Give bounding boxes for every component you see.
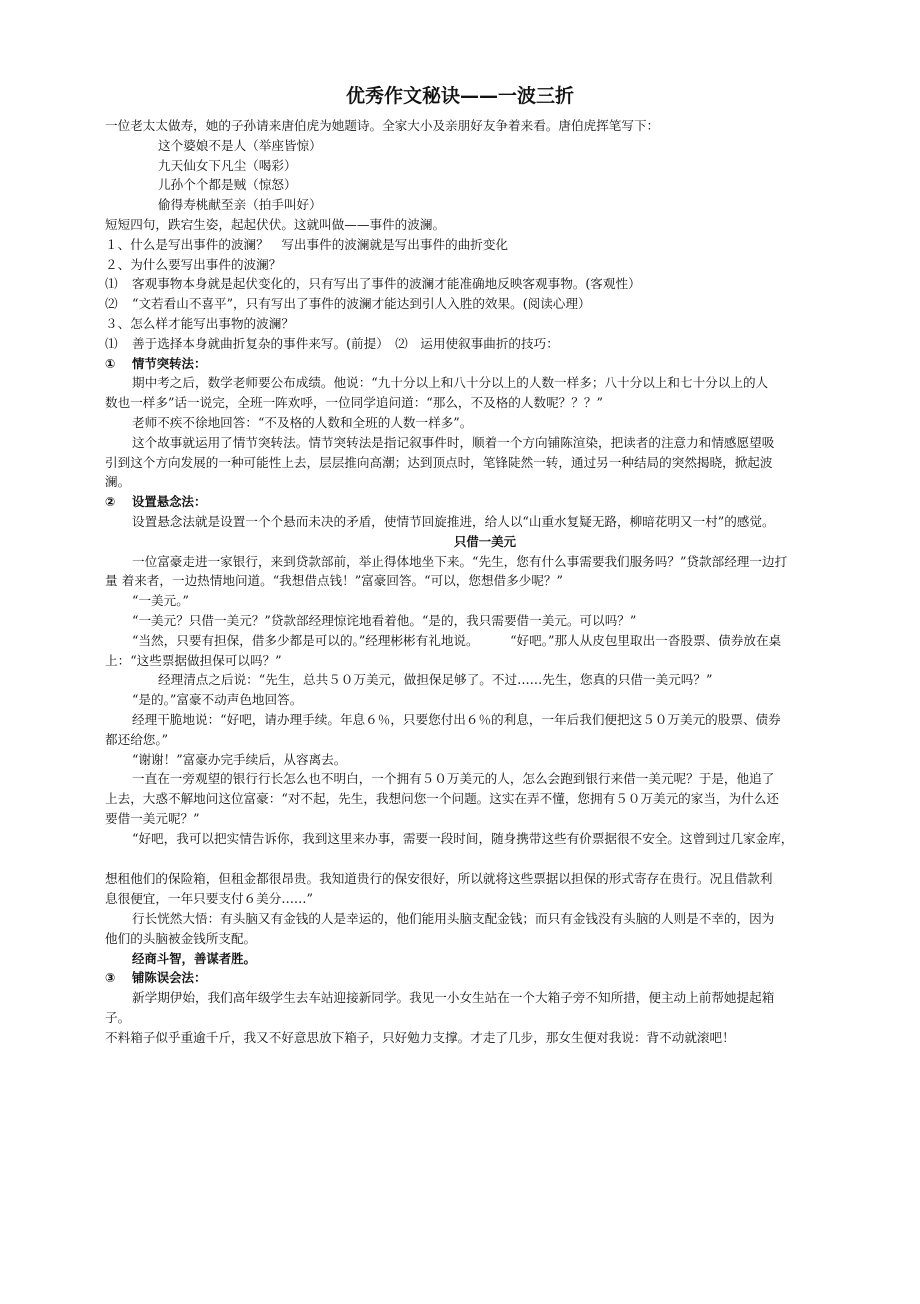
story-2-line-9: 经理干脆地说：“好吧，请办理手续。年息６％，只要您付出６％的利息，一年后我们便把这５０万美元的股票、债券 <box>132 711 781 727</box>
question-2: ２、为什么要写出事件的波澜？ <box>105 256 282 272</box>
list-marker: ⑴ <box>105 276 118 292</box>
poem-line-2: 九天仙女下凡尘（喝彩） <box>158 157 297 173</box>
story-2-line-2: 量 着来者，一边热情地问道。“我想借点钱！”富豪回答。“可以，您想借多少呢？” <box>105 573 563 589</box>
story-2-line-13: 上去，大惑不解地问这位富豪：“对不起，先生，我想问您一个问题。这实在弄不懂，您拥有５０万美元的家当，为什么还 <box>105 791 779 807</box>
story-3-line-1: 新学期伊始，我们高年级学生去车站迎接新同学。我见一小女生站在一个大箱子旁不知所措，便主动上前帮她提起箱 <box>132 990 775 1006</box>
explanation-1-line-2: 引到这个方向发展的一种可能性上去，层层推向高潮；达到顶点时，笔锋陡然一转，通过另一种结局的突然揭晓，掀起波 <box>105 454 773 470</box>
reason-2 <box>105 294 825 314</box>
blank-gap <box>105 848 825 869</box>
poem-line-4: 偷得寿桃献至亲（拍手叫好） <box>158 197 322 213</box>
question-3: ３、怎么样才能写出事物的波澜？ <box>105 315 294 331</box>
story-2-line-8: “是的。”富豪不动声色地回答。 <box>132 692 303 708</box>
section-heading-2 <box>105 492 825 512</box>
story-2-line-7: 经理清点之后说：“先生，总共５０万美元，做担保足够了。不过……先生，您真的只借一美元吗？” <box>158 672 713 688</box>
explanation-2: 设置悬念法就是设置一个个悬而未决的矛盾，使情节回旋推进，给人以“山重水复疑无路，柳暗花明又一村”的感觉。 <box>132 513 775 529</box>
explanation-1-line-3: 澜。 <box>105 474 131 490</box>
section-heading-1-text: 情节突转法： <box>132 355 207 371</box>
story-1-line-2: 数也一样多”话一说完，全班一阵欢呼，一位同学追问道：“那么，不及格的人数呢？？？” <box>105 395 603 411</box>
section-marker: ② <box>105 494 116 510</box>
method-intro <box>105 334 825 354</box>
story-2-line-1: 一位富豪走进一家银行，来到贷款部前，举止得体地坐下来。“先生，您有什么事需要我们服务吗？”贷款部经理一边打 <box>132 553 788 569</box>
poem-line-3: 儿孙个个都是贼（惊怒） <box>158 177 297 193</box>
intro-paragraph: 一位老太太做寿，她的子孙请来唐伯虎为她题诗。全家大小及亲朋好友争着来看。唐伯虎挥笔写下： <box>105 118 660 133</box>
story-3-line-3: 不料箱子似乎重逾千斤，我又不好意思放下箱子，只好勉力支撑。才走了几步，那女生便对我说：背不动就滚吧！ <box>105 1029 735 1045</box>
section-heading-1 <box>105 354 825 374</box>
story-2-line-6: 上：“这些票据做担保可以吗？” <box>105 652 282 668</box>
reason-1-text: 客观事物本身就是起伏变化的，只有写出了事件的波澜才能准确地反映客观事物。(客观性） <box>132 276 641 292</box>
document-body <box>105 116 825 1048</box>
story-2-line-18: 行长恍然大悟：有头脑又有金钱的人是幸运的，他们能用头脑支配金钱；而只有金钱没有头脑的人则是不幸的，因为 <box>132 911 775 927</box>
reason-2-text: “文若看山不喜平”，只有写出了事件的波澜才能达到引人入胜的效果。(阅读心理） <box>132 296 591 312</box>
story-2-line-11: “谢谢！”富豪办完手续后，从容离去。 <box>132 751 347 767</box>
question-1: １、什么是写出事件的波澜？ 写出事件的波澜就是写出事件的曲折变化 <box>105 236 508 252</box>
story-1-line-1: 期中考之后，数学老师要公布成绩。他说：“九十分以上和八十分以上的人数一样多；八十分以上和七十分以上的人 <box>132 375 769 391</box>
method-intro-text: 善于选择本身就曲折复杂的事件来写。(前提） ⑵ 运用使叙事曲折的技巧： <box>132 335 559 351</box>
section-heading-3 <box>105 968 825 988</box>
poem-line-1: 这个婆娘不是人（举座皆惊） <box>158 137 322 153</box>
story-3-line-2: 子。 <box>105 1010 131 1026</box>
summary-line: 短短四句，跌宕生姿，起起伏伏。这就叫做——事件的波澜。 <box>105 216 446 232</box>
story-2-line-14: 要借一美元呢？” <box>105 810 200 826</box>
moral-line: 经商斗智，善谋者胜。 <box>132 950 256 966</box>
story-2-line-10: 都还给您。” <box>105 731 169 747</box>
story-2-line-12: 一直在一旁观望的银行行长怎么也不明白，一个拥有５０万美元的人，怎么会跑到银行来借一美元呢？于是，他追了 <box>132 771 775 787</box>
section-heading-2-text: 设置悬念法： <box>132 494 207 510</box>
story-2-line-16: 想租他们的保险箱，但租金都很昂贵。我知道贵行的保安很好，所以就将这些票据以担保的形式寄存在贵行。况且借款利 <box>105 871 773 887</box>
reason-1 <box>105 274 825 294</box>
story-2-line-15: “好吧，我可以把实情告诉你，我到这里来办事，需要一段时间，随身携带这些有价票据很不安全。这曾到过几家金库， <box>132 830 794 846</box>
story-2-line-5: “当然，只要有担保，借多少都是可以的。”经理彬彬有礼地说。 “好吧。”那人从皮包里取出一沓股票、债券放在桌 <box>132 632 782 648</box>
story-2-line-17: 息很便宜，一年只要支付６美分……” <box>105 891 313 907</box>
section-heading-3-text: 铺陈误会法： <box>132 970 207 986</box>
story-title: 只借一美元 <box>454 533 516 549</box>
explanation-1-line-1: 这个故事就运用了情节突转法。情节突转法是指记叙事件时，顺着一个方向铺陈渲染，把读者的注意力和情感愿望吸 <box>132 434 775 450</box>
section-marker: ③ <box>105 970 116 986</box>
list-marker: ⑴ <box>105 335 118 351</box>
section-marker: ① <box>105 355 116 371</box>
story-2-line-4: “一美元？只借一美元？”贷款部经理惊诧地看着他。“是的，我只需要借一美元。可以吗？” <box>132 612 637 628</box>
story-2-line-19: 他们的头脑被金钱所支配。 <box>105 930 257 946</box>
list-marker: ⑵ <box>105 296 118 312</box>
page-title: 优秀作文秘诀——一波三折 <box>345 85 574 107</box>
story-2-line-3: “一美元。” <box>132 593 189 609</box>
story-1-line-3: 老师不疾不徐地回答：“不及格的人数和全班的人数一样多”。 <box>132 414 473 430</box>
